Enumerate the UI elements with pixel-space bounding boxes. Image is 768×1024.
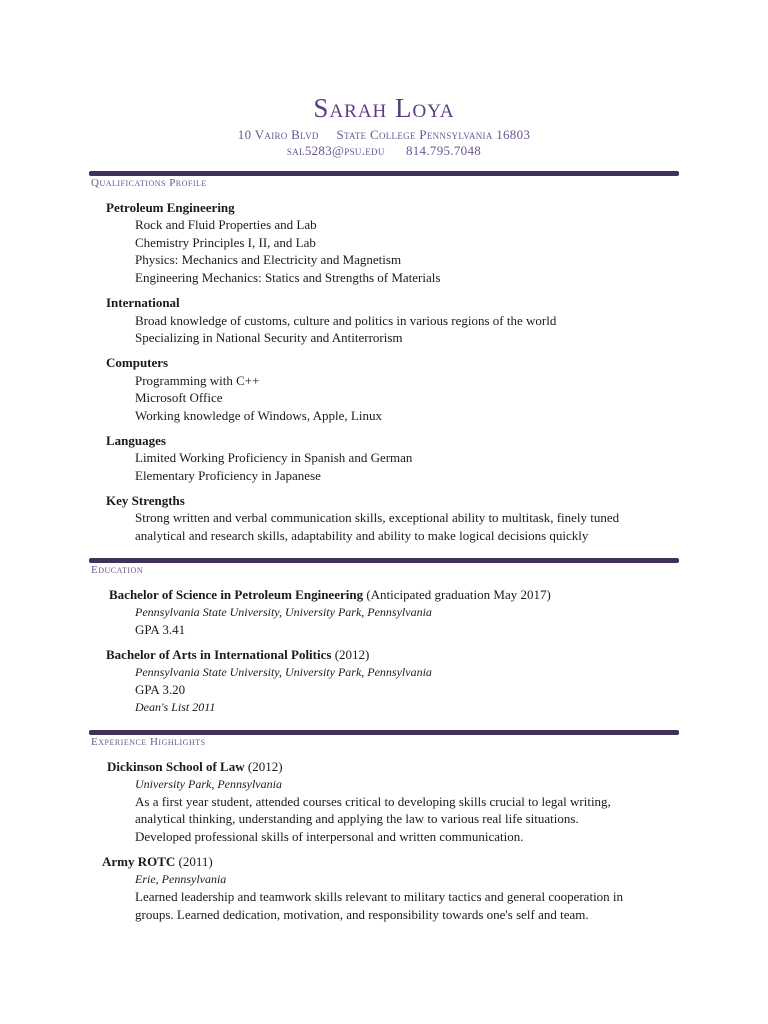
experience-entry-header [102,853,213,870]
section-rule [89,730,679,735]
section-title-experience: Experience Highlights [91,736,206,748]
experience-line: Learned leadership and teamwork skills relevant to military tactics and general cooperation in [135,889,624,904]
experience-line: groups. Learned dedication, motivation, and responsibility towards one's self and team. [135,907,589,922]
experience-entry-header [107,758,283,775]
experience-line: Developed professional skills of interpersonal and written communication. [135,829,524,844]
qual-heading: Computers [106,355,169,370]
experience-year: (2012) [247,759,283,774]
email-phone-line: sal5283@psu.edu 814.795.7048 [286,143,482,158]
qual-item: Chemistry Principles I, II, and Lab [135,235,316,250]
section-title-education: Education [91,564,144,576]
qual-item: Specializing in National Security and Antiterrorism [135,330,403,345]
resume-name: Sarah Loya [313,93,455,123]
qual-heading: Key Strengths [106,493,185,508]
qual-item: Physics: Mechanics and Electricity and Magnetism [135,252,402,267]
qual-item: analytical and research skills, adaptability and ability to make logical decisions quickly [135,528,589,543]
honor: Dean's List 2011 [135,700,216,714]
qual-item: Working knowledge of Windows, Apple, Linux [135,408,382,423]
experience-location: University Park, Pennsylvania [135,777,282,791]
experience-line: analytical thinking, understanding and applying the law to various real life situations. [135,811,579,826]
education-entry-header [109,586,551,603]
organization: Dickinson School of Law [107,759,245,774]
experience-year: (2011) [178,854,213,869]
section-rule [89,558,679,563]
qual-heading: Petroleum Engineering [106,200,235,215]
qual-item: Programming with C++ [135,373,260,388]
gpa: GPA 3.41 [135,622,186,637]
qual-item: Broad knowledge of customs, culture and politics in various regions of the world [135,313,557,328]
degree-title: Bachelor of Arts in International Politics [106,647,332,662]
qual-item: Engineering Mechanics: Statics and Strengths of Materials [135,270,441,285]
qual-item: Microsoft Office [135,390,223,405]
qual-item: Strong written and verbal communication skills, exceptional ability to multitask, finely tuned [135,510,620,525]
organization: Army ROTC [102,854,176,869]
qual-item: Elementary Proficiency in Japanese [135,468,321,483]
degree-note: (2012) [334,647,370,662]
education-entry-header [106,646,369,663]
degree-note: (Anticipated graduation May 2017) [366,587,551,602]
section-title-qualifications: Qualifications Profile [91,177,207,189]
qual-heading: International [106,295,180,310]
gpa: GPA 3.20 [135,682,186,697]
degree-title: Bachelor of Science in Petroleum Engineering [109,587,364,602]
qual-heading: Languages [106,433,166,448]
school-name: Pennsylvania State University, University Park, Pennsylvania [135,665,432,679]
school-name: Pennsylvania State University, University Park, Pennsylvania [135,605,432,619]
address-line: 10 Vairo Blvd State College Pennsylvania 16803 [237,127,531,142]
experience-location: Erie, Pennsylvania [135,872,227,886]
section-rule [89,171,679,176]
qual-item: Rock and Fluid Properties and Lab [135,217,317,232]
experience-line: As a first year student, attended courses critical to developing skills crucial to legal writing, [135,794,611,809]
qual-item: Limited Working Proficiency in Spanish and German [135,450,413,465]
